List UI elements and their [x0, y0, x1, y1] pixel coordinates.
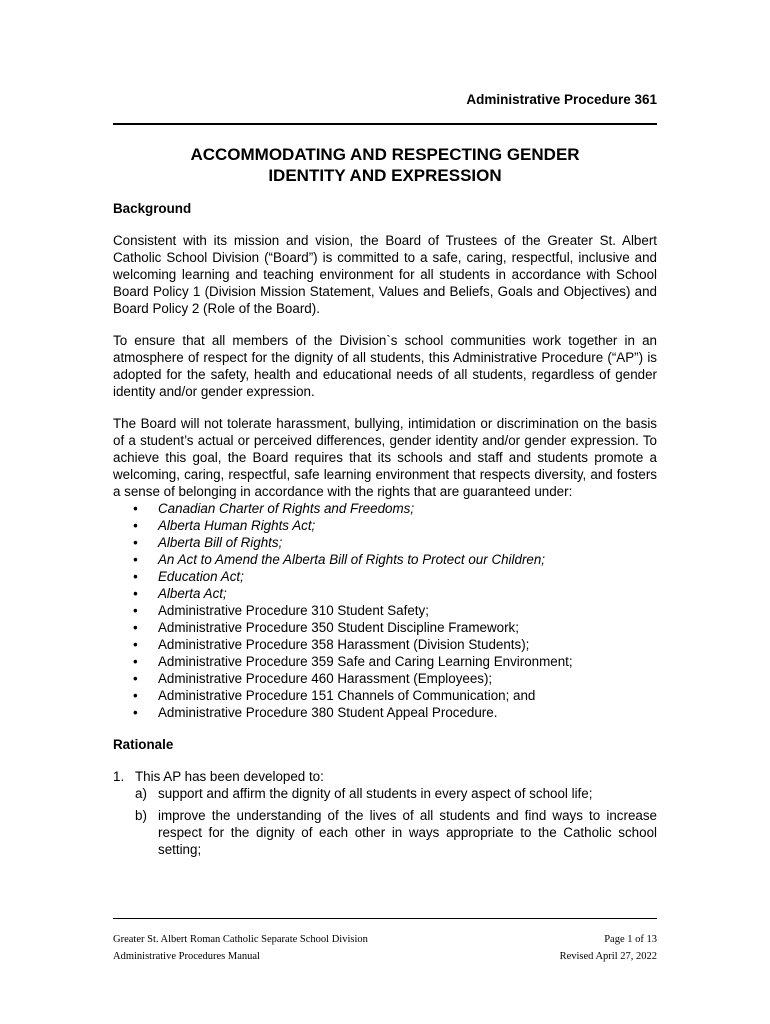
- background-heading: Background: [113, 201, 192, 216]
- item-text: This AP has been developed to:: [135, 769, 324, 784]
- list-item: • Alberta Act;: [113, 585, 657, 602]
- footer-organization: Greater St. Albert Roman Catholic Separate School Division: [113, 934, 368, 945]
- list-item: • Alberta Bill of Rights;: [113, 534, 657, 551]
- document-body: [113, 200, 657, 863]
- page-number: Page 1 of 13: [604, 934, 657, 945]
- list-item: • Education Act;: [113, 568, 657, 585]
- title-line-1: ACCOMMODATING AND RESPECTING GENDER: [190, 145, 580, 164]
- list-item: • Administrative Procedure 310 Student Safety;: [113, 602, 657, 619]
- background-paragraph-2: To ensure that all members of the Division`s school communities work together in an atmosphere of respect for the dignity of all students, this Administrative Procedure (“AP”) is adopted for the safety, health and educational needs of all students, regardless of gender identity and/or gender expression.: [113, 333, 657, 399]
- subitem-label: a): [135, 786, 147, 801]
- list-item: • Administrative Procedure 359 Safe and Caring Learning Environment;: [113, 653, 657, 670]
- list-item: • Alberta Human Rights Act;: [113, 517, 657, 534]
- background-paragraph-1: Consistent with its mission and vision, the Board of Trustees of the Greater St. Albert Catholic School Division (“Board”) is committed to a safe, caring, respectful, inclusive and welcoming learning and teaching environment for all students in accordance with School Board Policy 1 (Division Mission Statement, Values and Beliefs, Goals and Objectives) and Board Policy 2 (Role of the Board).: [113, 233, 657, 316]
- background-paragraph-3: The Board will not tolerate harassment, bullying, intimidation or discrimination on the basis of a student’s actual or perceived differences, gender identity and/or gender expression. To achieve this goal, the Board requires that its schools and staff and students promote a welcoming, caring, respectful, safe learning environment that respects diversity, and fosters a sense of belonging in accordance with the rights that are guaranteed under:: [113, 416, 657, 499]
- page-title: [113, 144, 657, 186]
- list-item: • Administrative Procedure 350 Student Discipline Framework;: [113, 619, 657, 636]
- rationale-subitem-a: [113, 785, 657, 802]
- list-item: • Administrative Procedure 380 Student Appeal Procedure.: [113, 704, 657, 721]
- rationale-item-1: [113, 768, 657, 785]
- subitem-text: support and affirm the dignity of all students in every aspect of school life;: [158, 786, 593, 801]
- list-item: • Canadian Charter of Rights and Freedoms;: [113, 500, 657, 517]
- footer-right: [560, 931, 657, 965]
- list-item: • Administrative Procedure 460 Harassment (Employees);: [113, 670, 657, 687]
- title-line-2: IDENTITY AND EXPRESSION: [268, 166, 502, 185]
- item-number: 1.: [113, 769, 125, 784]
- list-item: • Administrative Procedure 358 Harassment (Division Students);: [113, 636, 657, 653]
- subitem-label: b): [135, 808, 147, 823]
- list-item: • Administrative Procedure 151 Channels of Communication; and: [113, 687, 657, 704]
- footer-left: [113, 931, 368, 965]
- rationale-subitem-b: [113, 807, 657, 858]
- rationale-heading: Rationale: [113, 737, 174, 752]
- footer-divider: [113, 918, 657, 919]
- document-reference: Administrative Procedure 361: [466, 92, 657, 107]
- footer-manual-name: Administrative Procedures Manual: [113, 951, 260, 962]
- header-divider: [113, 123, 657, 125]
- revision-date: Revised April 27, 2022: [559, 951, 657, 962]
- legislation-list: [113, 500, 657, 721]
- list-item: • An Act to Amend the Alberta Bill of Rights to Protect our Children;: [113, 551, 657, 568]
- subitem-text: improve the understanding of the lives of all students and find ways to increase respect for the dignity of each other in ways appropriate to the Catholic school setting;: [158, 808, 657, 857]
